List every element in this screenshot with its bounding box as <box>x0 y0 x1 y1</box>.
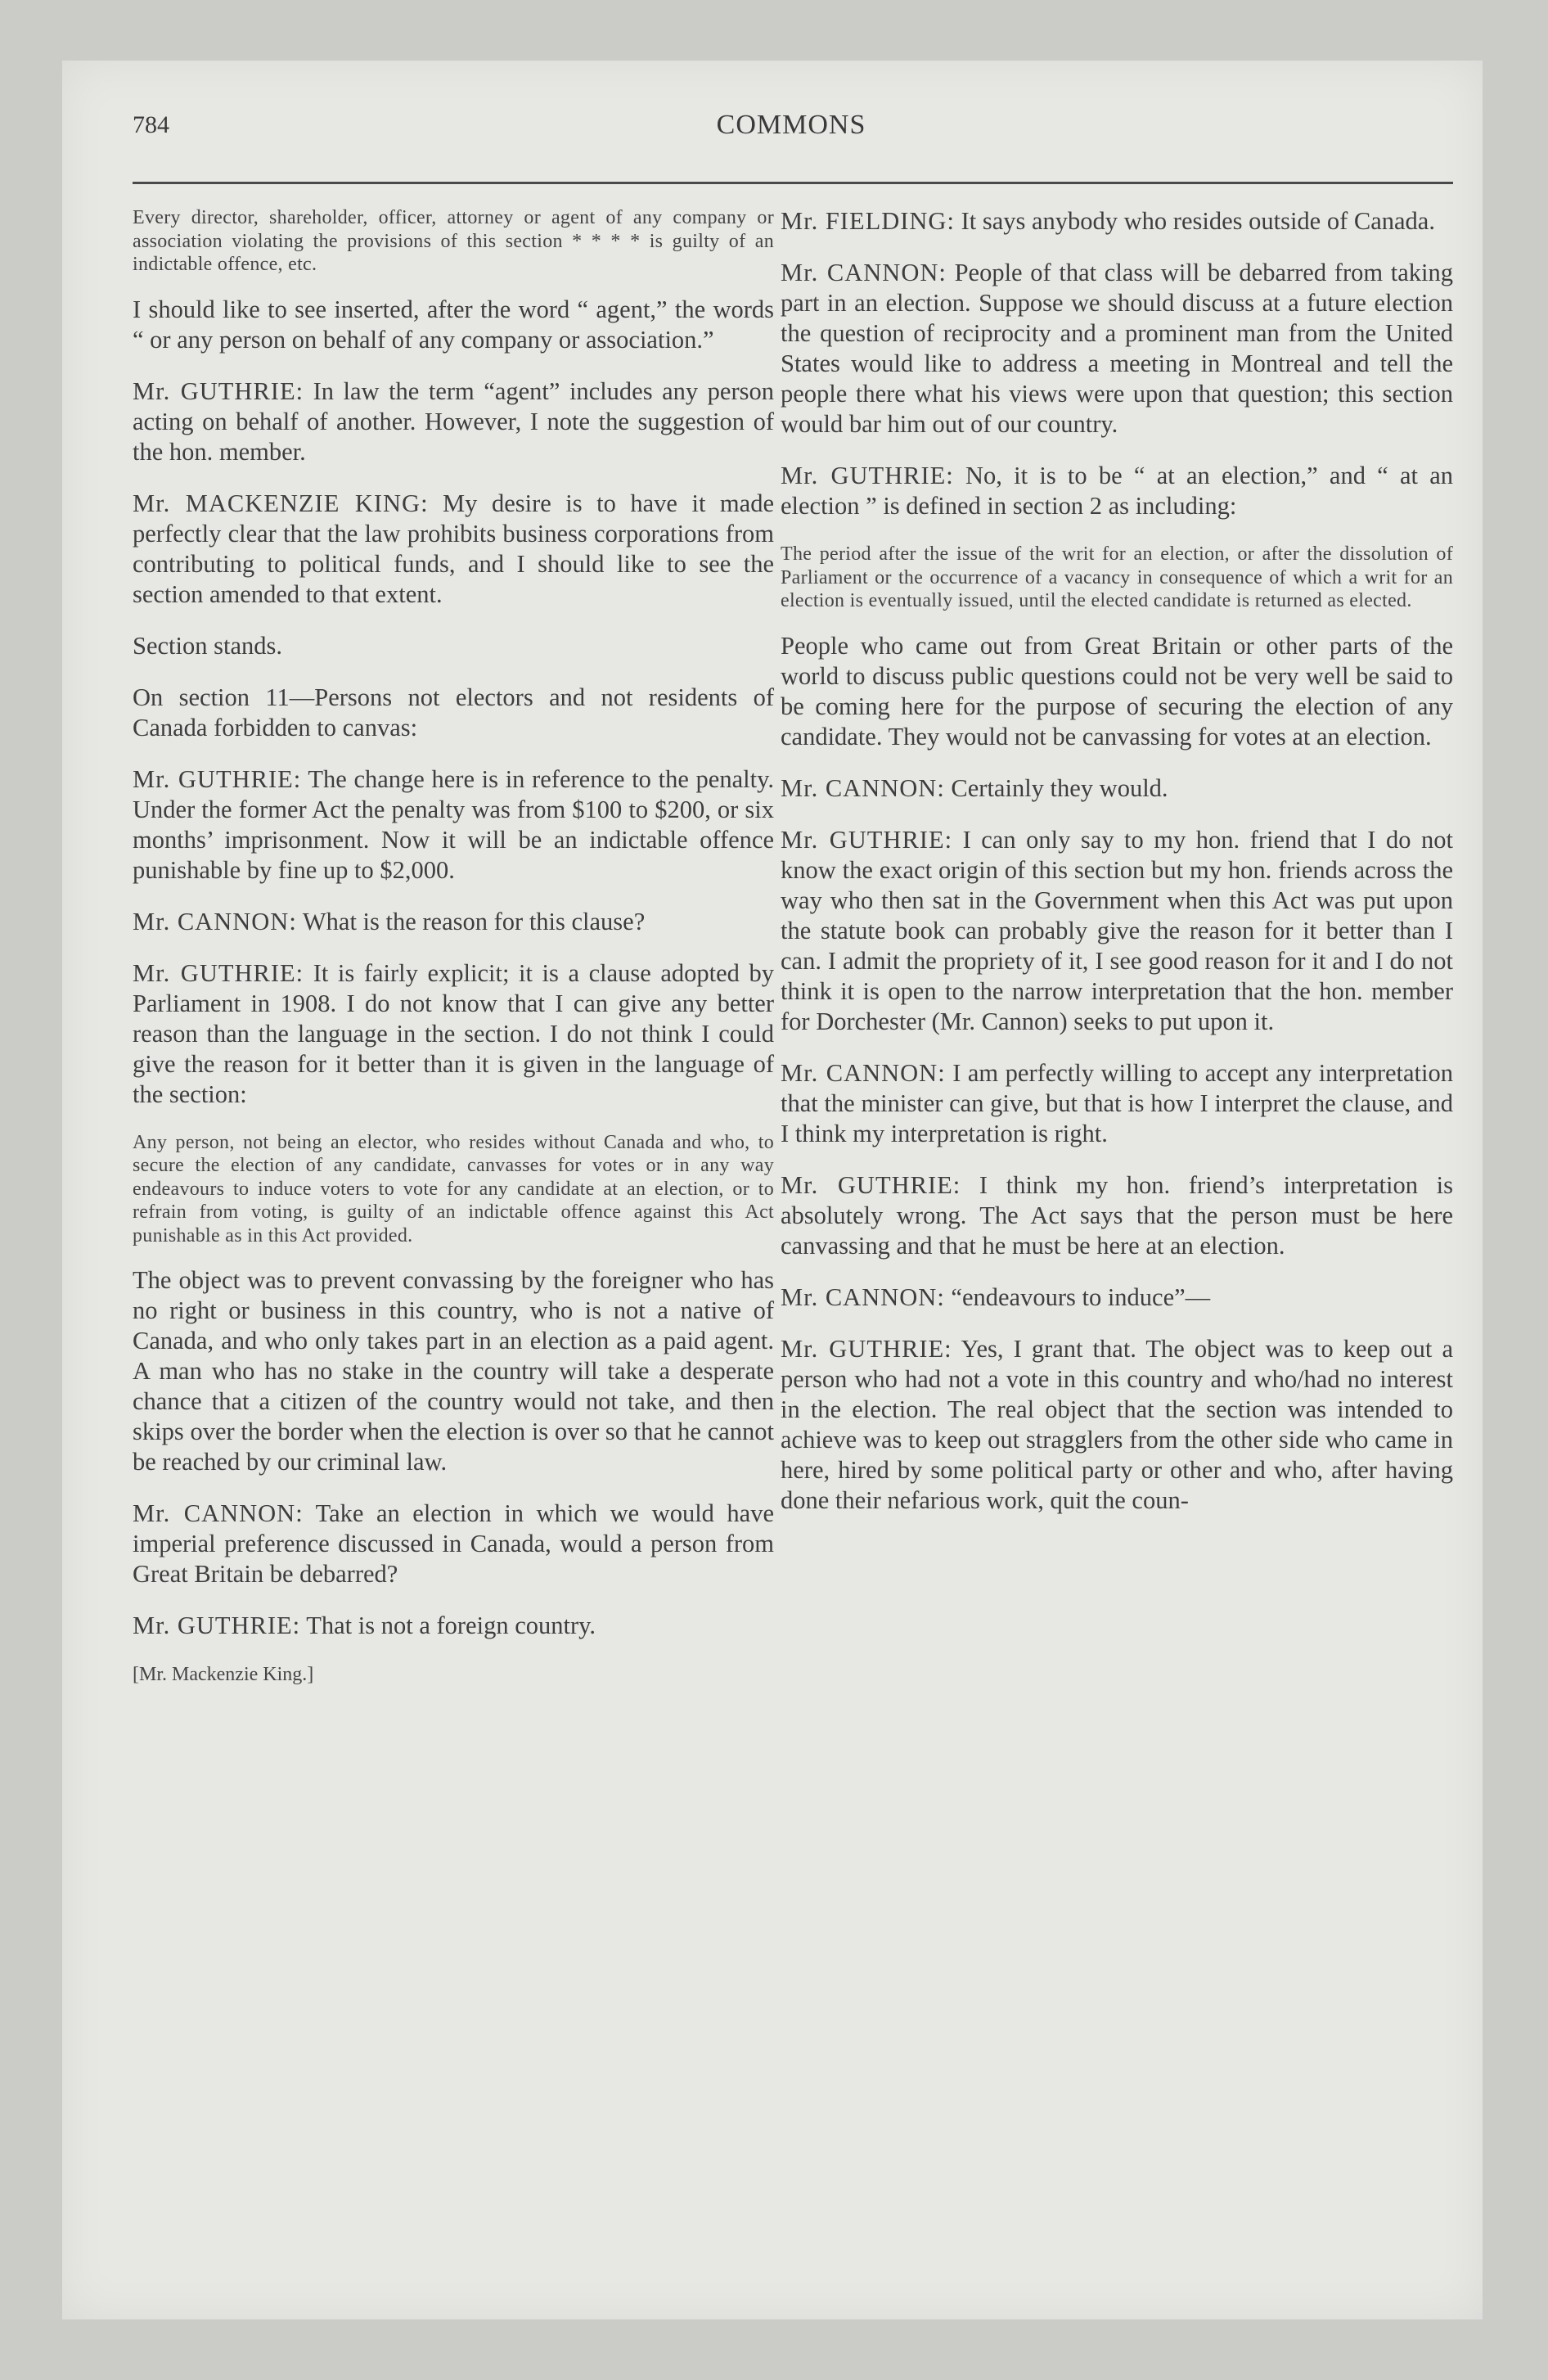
paragraph-text: It is fairly explicit; it is a clause adopted by Parliament in 1908. I do not know that I can give any better reason than the language in the section. I do not think I could give the reason for it better than it is given in the language of the section: <box>133 958 774 1108</box>
paragraph-text: Yes, I grant that. The object was to keep out a person who had not a vote in this country and who/had no interest in the election. The real object that the section was intended to achieve was to keep out stragglers from the other side who came in here, hired by some political party or other and who, after having done their nefarious work, quit the coun- <box>781 1334 1453 1514</box>
speaker-name: Mr. GUTHRIE: <box>781 825 953 854</box>
paragraph-text: That is not a foreign country. <box>300 1611 596 1639</box>
paragraph <box>781 206 1453 237</box>
paragraph <box>781 825 1453 1037</box>
paragraph <box>133 376 774 467</box>
block-quote <box>133 1131 774 1248</box>
speaker-name: Mr. GUTHRIE: <box>781 1334 952 1363</box>
paragraph-text: People who came out from Great Britain or other parts of the world to discuss public questions could not be very well be said to be coming here for the purpose of securing the election of any candidate. They would not be canvassing for votes at an election. <box>781 631 1453 751</box>
page-number: 784 <box>133 111 169 138</box>
paragraph <box>133 907 774 937</box>
paragraph-text: The change here is in reference to the penalty. Under the former Act the penalty was from $100 to $200, or six months’ imprisonment. Now it will be an indictable offence punishable by fine up to $2,000. <box>133 764 774 884</box>
paragraph <box>781 258 1453 439</box>
paragraph <box>133 764 774 886</box>
speaker-name: Mr. MACKENZIE KING: <box>133 489 429 517</box>
speaker-name: Mr. CANNON: <box>133 1499 304 1527</box>
paragraph-text: In law the term “agent” includes any person acting on behalf of another. However, I note the suggestion of the hon. member. <box>133 376 774 466</box>
paragraph-text: It says anybody who resides outside of Canada. <box>954 207 1435 235</box>
paragraph-text: I should like to see inserted, after the word “ agent,” the words “ or any person on behalf of any company or association.” <box>133 295 774 354</box>
paragraph-text: Certainly they would. <box>944 773 1168 802</box>
paragraph <box>781 461 1453 521</box>
right-column <box>781 206 1453 1537</box>
speaker-name: Mr. GUTHRIE: <box>781 462 954 489</box>
speaker-name: Mr. GUTHRIE: <box>133 958 304 987</box>
paragraph-text: What is the reason for this clause? <box>296 907 646 935</box>
footer-note: [Mr. Mackenzie King.] <box>133 1664 314 1685</box>
document-page <box>62 61 1483 2319</box>
paragraph <box>133 1499 774 1589</box>
paragraph <box>133 958 774 1110</box>
paragraph <box>133 295 774 355</box>
paragraph <box>781 1170 1453 1261</box>
speaker-name: Mr. CANNON: <box>781 1282 945 1311</box>
paragraph <box>133 1611 774 1641</box>
speaker-name: Mr. GUTHRIE: <box>133 376 304 405</box>
paragraph-text: “endeavours to induce”— <box>944 1282 1211 1311</box>
paragraph <box>133 683 774 743</box>
paragraph <box>781 631 1453 752</box>
block-quote <box>781 543 1453 613</box>
running-head: COMMONS <box>716 110 866 140</box>
paragraph-text: The period after the issue of the writ for an election, or after the dissolution of Parliament or the occurrence of a vacancy in consequence of which a writ for an election is eventually issued, until the elected candidate is returned as elected. <box>781 543 1453 611</box>
block-quote <box>133 206 774 277</box>
left-column <box>133 206 774 1687</box>
paragraph-text: I can only say to my hon. friend that I do not know the exact origin of this section but my hon. friends across the way who then sat in the Government when this Act was put upon the statute book can probably give the reason for it better than I can. I admit the propriety of it, I see good reason for it and I do not think it is open to the narrow interpretation that the hon. member for Dorchester (Mr. Cannon) seeks to put upon it. <box>781 825 1453 1035</box>
speaker-name: Mr. CANNON: <box>781 1058 946 1087</box>
paragraph <box>133 1265 774 1477</box>
speaker-name: Mr. GUTHRIE: <box>133 1611 301 1639</box>
paragraph-text: No, it is to be “ at an election,” and “ at an election ” is defined in section 2 as including: <box>781 462 1453 520</box>
paragraph-text: Any person, not being an elector, who resides without Canada and who, to secure the election of any candidate, canvasses for votes or in any way endeavours to induce voters to vote for any candidate at an election, or to refrain from voting, is guilty of an indictable offence against this Act punishable as in this Act provided. <box>133 1131 774 1246</box>
paragraph <box>133 489 774 610</box>
paragraph-text: People of that class will be debarred from taking part in an election. Suppose we should discuss at a future election the question of reciprocity and a prominent man from the United States would like to address a meeting in Montreal and tell the people there what his views were upon that question; this section would bar him out of our country. <box>781 259 1454 438</box>
speaker-name: Mr. GUTHRIE: <box>133 764 302 793</box>
paragraph <box>781 1058 1453 1149</box>
paragraph-text: Section stands. <box>133 631 282 660</box>
paragraph <box>133 631 774 661</box>
paragraph <box>781 1282 1453 1313</box>
paragraph-text: The object was to prevent convassing by the foreigner who has no right or business in this country, who is not a native of Canada, and who only takes part in an election as a paid agent. A man who has no stake in the country will take a desperate chance that a citizen of the country would not take, and then skips over the border when the election is over so that he cannot be reached by our criminal law. <box>133 1266 774 1476</box>
paragraph-text: My desire is to have it made perfectly clear that the law prohibits business corporations from contributing to political funds, and I should like to see the section amended to that extent. <box>133 489 774 608</box>
speaker-name: Mr. FIELDING: <box>781 207 955 235</box>
header-rule <box>133 182 1453 184</box>
paragraph <box>781 773 1453 804</box>
page-header <box>133 110 1450 151</box>
paragraph-text: I am perfectly willing to accept any interpretation that the minister can give, but that is how I interpret the clause, and I think my interpretation is right. <box>781 1058 1453 1147</box>
speaker-name: Mr. CANNON: <box>133 907 297 935</box>
speaker-name: Mr. GUTHRIE: <box>781 1170 961 1199</box>
paragraph-text: On section 11—Persons not electors and not residents of Canada forbidden to canvas: <box>133 683 774 741</box>
speaker-name: Mr. CANNON: <box>781 773 945 802</box>
paragraph <box>781 1334 1453 1516</box>
paragraph-text: Every director, shareholder, officer, attorney or agent of any company or association violating the provisions of this section * * * * is guilty of an indictable offence, etc. <box>133 207 774 275</box>
paragraph-text: Take an election in which we would have imperial preference discussed in Canada, would a person from Great Britain be debarred? <box>133 1499 775 1588</box>
paragraph-text: I think my hon. friend’s interpretation is absolutely wrong. The Act says that the person must be here canvassing and that he must be here at an election. <box>781 1170 1453 1260</box>
speaker-name: Mr. CANNON: <box>781 259 947 286</box>
